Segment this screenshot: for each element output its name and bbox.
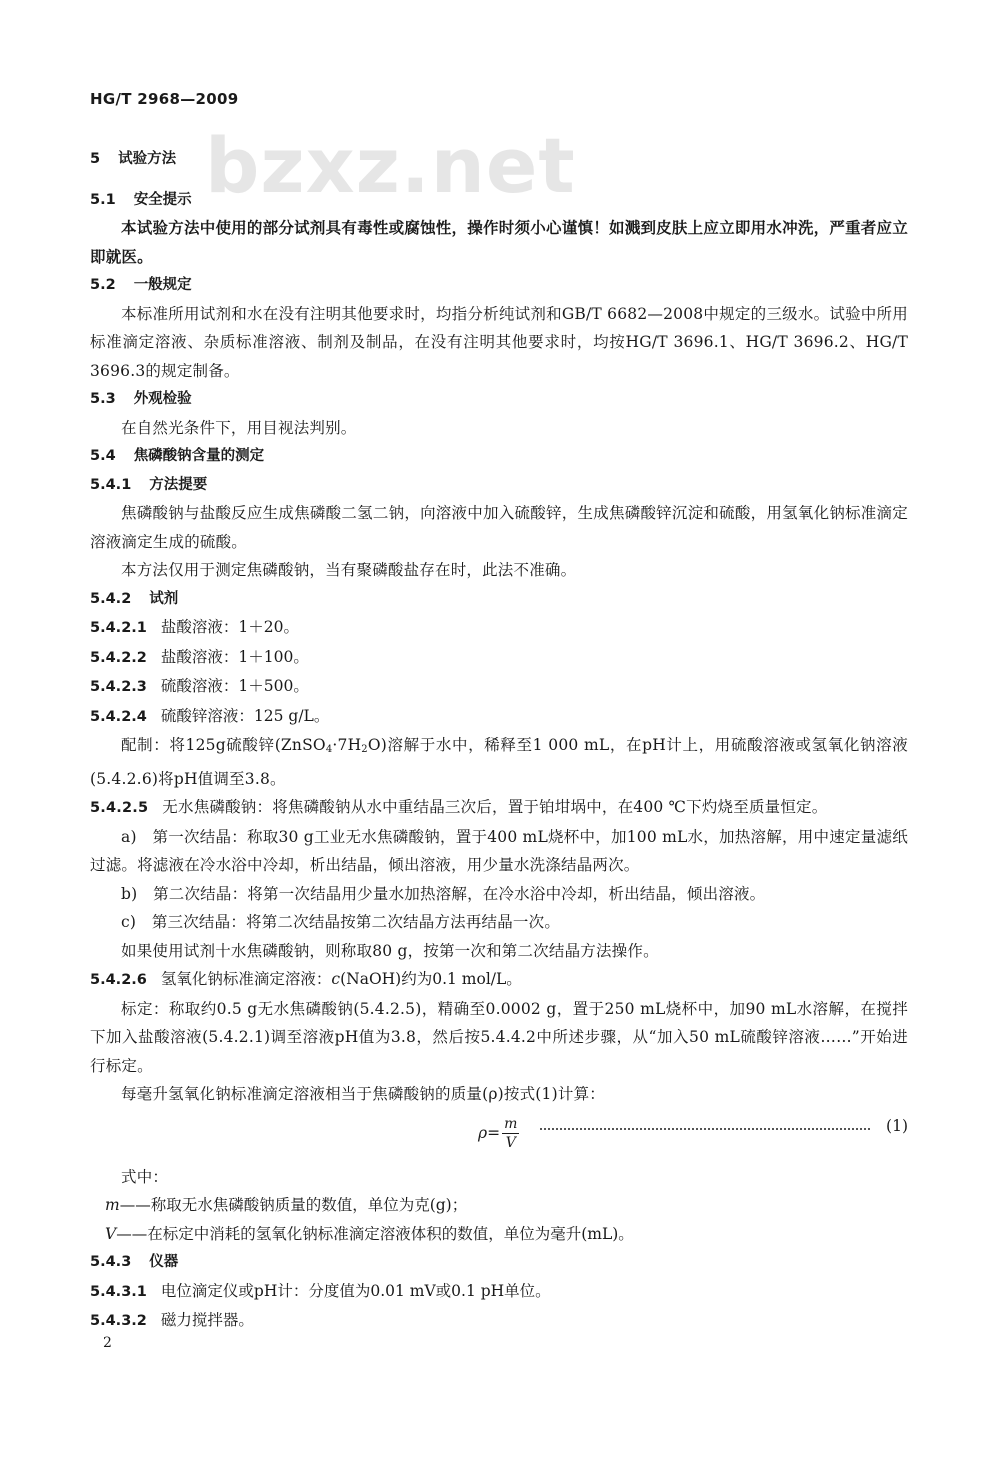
calculation-intro: 每毫升氢氧化钠标准滴定溶液相当于焦磷酸钠的质量(ρ)按式(1)计算：: [121, 1085, 605, 1103]
reagent-item-anhydrous: 5.4.2.5 无水焦磷酸钠：将焦磷酸钠从水中重结晶三次后，置于铂坩埚中，在400 ℃下灼烧至质量恒定。: [90, 798, 828, 816]
safety-text: 本试验方法中使用的部分试剂具有毒性或腐蚀性，操作时须小心谨慎！如溅到皮肤上应立即用水冲洗，严重者应立即就医。: [90, 218, 908, 266]
decahydrate-note: 如果使用试剂十水焦磷酸钠，则称取80 g，按第一次和第二次结晶方法操作。: [121, 941, 659, 960]
standard-number: HG/T 2968—2009: [90, 90, 239, 108]
method-summary-p1: 焦磷酸钠与盐酸反应生成焦磷酸二氢二钠，向溶液中加入硫酸锌，生成焦磷酸锌沉淀和硫酸，用氢氧化钠标准滴定溶液滴定生成的硫酸。: [90, 504, 908, 551]
where-label: 式中：: [121, 1167, 169, 1186]
variable-definition-m: m——称取无水焦磷酸钠质量的数值，单位为克(g)；: [105, 1196, 468, 1214]
instrument-item: 5.4.3.2 磁力搅拌器。: [90, 1311, 254, 1329]
instrument-item: 5.4.3.1 电位滴定仪或pH计：分度值为0.01 mV或0.1 pH单位。: [90, 1281, 551, 1300]
zinc-sulfate-preparation: 配制：将125g硫酸锌$(ZnSO_4\cdot 7H_2O)$溶解于水中，稀释至1 000 mL，在pH计上，用硫酸溶液或氢氧化钠溶液(5.4.2.6)将pH值调至3.8。: [90, 736, 908, 788]
crystallization-step-a: a) 第一次结晶：称取30 g工业无水焦磷酸钠，置于400 mL烧杯中，加100 mL水，加热溶解，用中速定量滤纸过滤。将滤液在冷水浴中冷却，析出结晶，倾出溶液，用少量水洗涤结晶两次。: [90, 827, 908, 874]
heading-5-3: 5.3 外观检验: [90, 391, 192, 407]
page-content: [90, 145, 908, 1336]
formula-1: [90, 1113, 908, 1163]
reagent-item: 5.4.2.2 盐酸溶液：1＋100。: [90, 647, 309, 666]
leader-dots: [540, 1126, 870, 1130]
fraction: $\frac{m}{V}$: [504, 1115, 518, 1151]
heading-5-4: 5.4 焦磷酸钠含量的测定: [90, 448, 265, 464]
heading-5-4-3: 5.4.3 仪器: [90, 1254, 179, 1270]
heading-5-2: 5.2 一般规定: [90, 277, 192, 293]
reagent-item-naoh: 5.4.2.6 氢氧化钠标准滴定溶液：c(NaOH)约为0.1 mol/L。: [90, 970, 522, 988]
naoh-standardization: 标定：称取约0.5 g无水焦磷酸钠(5.4.2.5)，精确至0.0002 g，置于250 mL烧杯中，加90 mL水溶解，在搅拌下加入盐酸溶液(5.4.2.1)调至溶液pH值为3.8，然后按5.4.4.2中所述步骤，从“加入50 mL硫酸锌溶液……”开始进行标定。: [90, 999, 908, 1075]
section-heading: 5 试验方法: [90, 151, 177, 167]
appearance-text: 在自然光条件下，用目视法判别。: [121, 418, 357, 437]
variable-definition-v: V——在标定中消耗的氢氧化钠标准滴定溶液体积的数值，单位为毫升(mL)。: [105, 1224, 634, 1243]
reagent-item: 5.4.2.1 盐酸溶液：1＋20。: [90, 618, 299, 636]
reagent-item: 5.4.2.4 硫酸锌溶液：125 g/L。: [90, 706, 330, 725]
reagent-item: 5.4.2.3 硫酸溶液：1＋500。: [90, 677, 309, 695]
crystallization-step-c: c) 第三次结晶：将第二次结晶按第二次结晶方法再结晶一次。: [121, 913, 561, 931]
heading-5-4-2: 5.4.2 试剂: [90, 590, 179, 607]
formula-expression: ρ= $\frac{m}{V}$: [478, 1115, 518, 1151]
crystallization-step-b: b) 第二次结晶：将第一次结晶用少量水加热溶解，在冷水浴中冷却，析出结晶，倾出溶液。: [121, 884, 766, 903]
page-number: 2: [103, 1335, 112, 1351]
method-summary-p2: 本方法仅用于测定焦磷酸钠，当有聚磷酸盐存在时，此法不准确。: [121, 561, 577, 579]
heading-5-1: 5.1 安全提示: [90, 191, 192, 208]
equation-number: (1): [886, 1116, 908, 1135]
heading-5-4-1: 5.4.1 方法提要: [90, 476, 208, 493]
watermark: bzxz.net: [205, 121, 576, 210]
general-text: 本标准所用试剂和水在没有注明其他要求时，均指分析纯试剂和GB/T 6682—2008中规定的三级水。试验中所用标准滴定溶液、杂质标准溶液、制剂及制品，在没有注明其他要求时，均按HG/T 3696.1、HG/T 3696.2、HG/T 3696.3的规定制备。: [90, 304, 908, 380]
